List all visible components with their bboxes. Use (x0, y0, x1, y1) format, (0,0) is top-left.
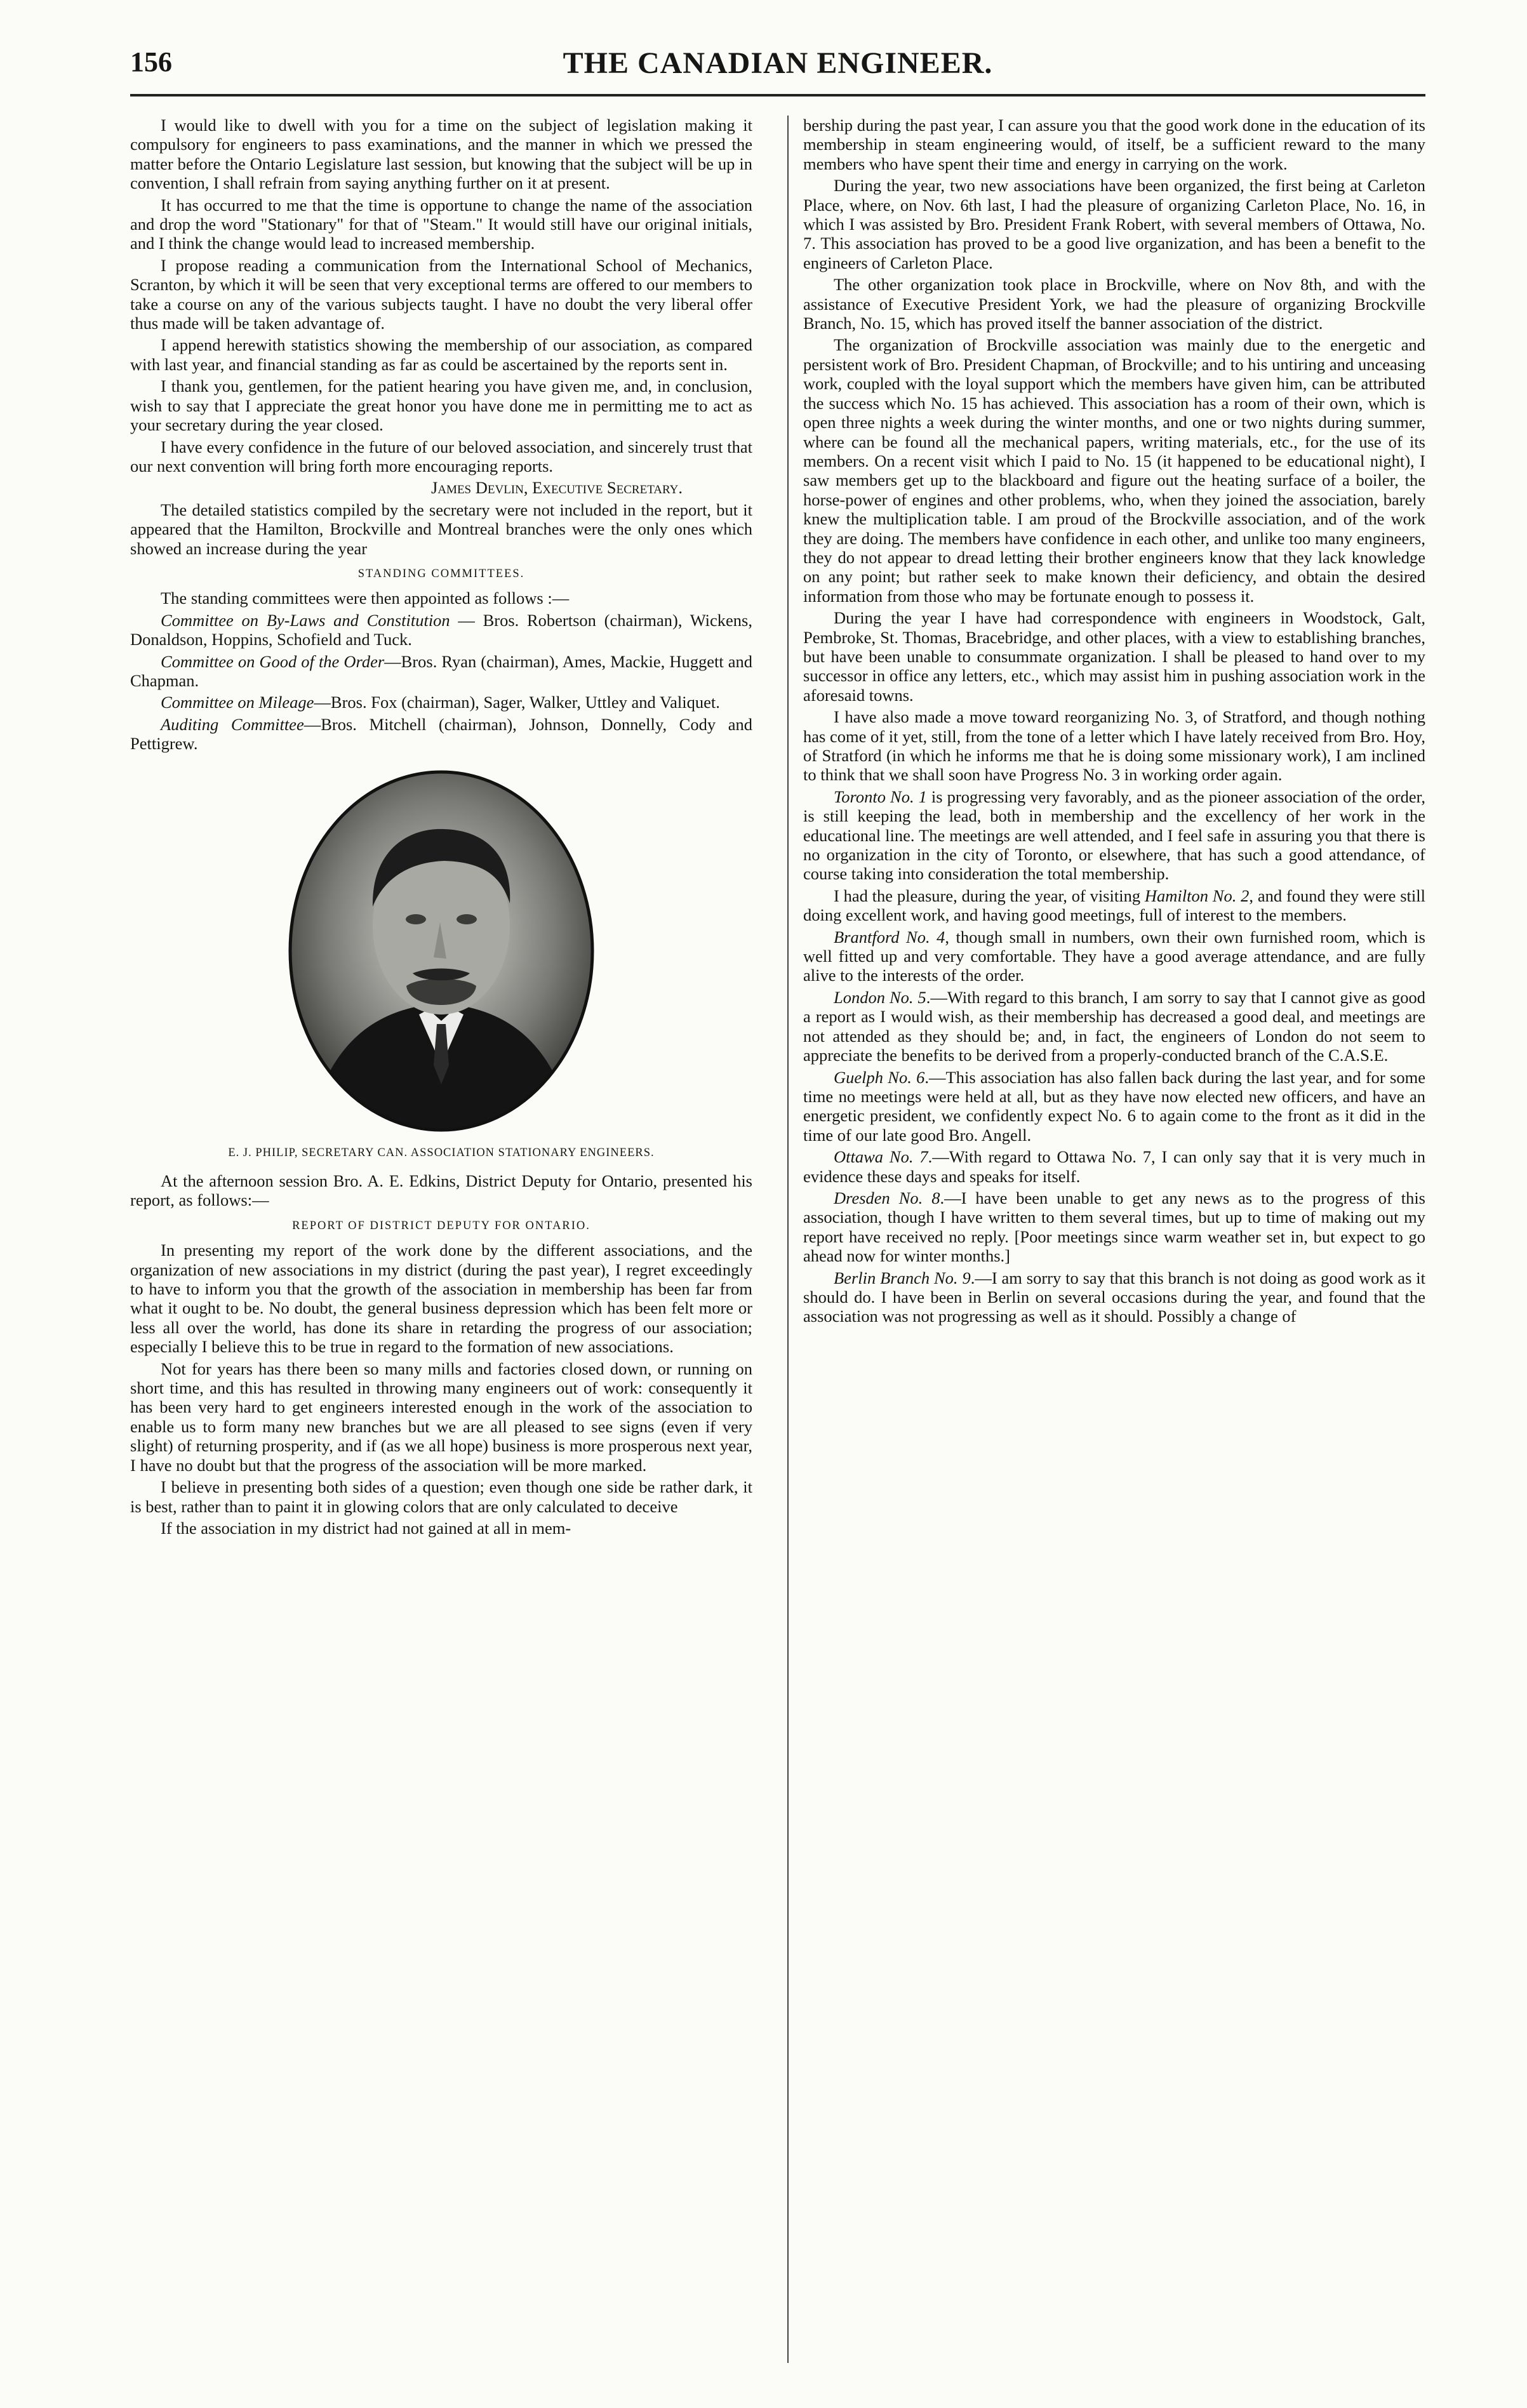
branch-name: Brantford No. 4 (834, 927, 945, 947)
paragraph: bership during the past year, I can assure you that the good work done in the education of its membership in steam engineering would, of itself, be a sufficient reward to the many members who have spent their time and energy in carrying on the work. (803, 116, 1425, 173)
header-rule (130, 94, 1425, 96)
branch-text: .—I have been unable to get any news as to the progress of this association, though I have written to them several times, but up to time of making out my report have received no reply. [Poor meetings since warm weather set in, but expect to go ahead now for winter months.] (803, 1188, 1425, 1266)
branch-text: , and found they were still doing excellent work, and having good meetings, full of interest to the members. (803, 886, 1425, 925)
branch-text: , though small in numbers, own their own furnished room, which is well fitted up and very comfortable. They have a good average attendance, and are fully alive to the interests of the order. (803, 927, 1426, 985)
page-number: 156 (130, 46, 172, 77)
signature (130, 478, 752, 497)
paragraph: I believe in presenting both sides of a question; even though one side be rather dark, it is best, rather than to paint it in glowing colors that are only calculated to deceive (130, 1477, 752, 1516)
committee-name: Committee on By-Laws and Constitution (161, 610, 450, 630)
paragraph: I propose reading a communication from the International School of Mechanics, Scranton, by which it will be seen that very exceptional terms are offered to our members to take a course on any of the various subjects taught. I have no doubt the very liberal offer thus made will be taken advantage of. (130, 255, 752, 333)
branch-name: Ottawa No. 7 (834, 1147, 928, 1167)
signature-title: , Executive Secretary. (523, 478, 683, 498)
committee-name: Committee on Mileage (161, 693, 314, 712)
committee-members: —Bros. Fox (chairman), Sager, Walker, Uttley and Valiquet. (314, 693, 720, 712)
paragraph: During the year, two new associations have been organized, the first being at Carleton Place, where, on Nov. 6th last, I had the pleasure of organizing Carleton Place, No. 16, in which I was assisted by Bro. President Frank Robert, with several members of Ottawa, No. 7. This association has proved to be a good live organization, and has been a benefit to the engineers of Carleton Place. (803, 176, 1425, 272)
committee-members: —Bros. Mitchell (chairman), Johnson, Donnelly, Cody and Pettigrew. (130, 714, 752, 754)
branch-text: is progressing very favorably, and as the pioneer association of the order, is still keeping the lead, both in membership and the excellency of her work in the educational line. The meetings are well attended, and I feel safe in assuring you that there is no organization in the city of Toronto, or elsewhere, that has such a good attendance, of course taking into consideration the total membership. (803, 787, 1425, 884)
branch-pre: I had the pleasure, during the year, of visiting (834, 886, 1145, 905)
paragraph: I have also made a move toward reorganizing No. 3, of Stratford, and though nothing has come of it yet, still, from the tone of a letter which I have lately received from Bro. Hoy, of Stratford (in which he informs me that he is doing some missionary work), I am inclined to think that we shall soon have Progress No. 3 in working order again. (803, 707, 1425, 785)
signature-name: James Devlin (431, 478, 524, 498)
paragraph: Not for years has there been so many mills and factories closed down, or running on short time, and this has resulted in throwing many engineers out of work: consequently it has been very hard to get engineers interested enough in the work of the association to enable us to form many new branches but we are all pleased to see signs (even if very slight) of returning prosperity, and if (as we all hope) business is more prosperous next year, I have no doubt but that the progress of the association will be more marked. (130, 1359, 752, 1475)
branch-name: Toronto No. 1 (834, 787, 927, 806)
paragraph: In presenting my report of the work done by the different associations, and the organization of new associations in my district (during the past year), I regret exceedingly to have to inform you that the growth of the association in membership has been far from what it ought to be. No doubt, the general business depression which has been felt more or less all over the world, has done its share in retarding the progress of our association; especially I believe this to be true in regard to the formation of new associations. (130, 1241, 752, 1357)
committee-name: Committee on Good of the Order (161, 651, 385, 671)
right-column (803, 116, 1425, 1329)
paragraph: I thank you, gentlemen, for the patient hearing you have given me, and, in conclusion, wish to say that I appreciate the great honor you have done me in permitting me to act as your secretary during the year closed. (130, 376, 752, 435)
paragraph: I have every confidence in the future of our beloved association, and sincerely trust that our next convention will bring forth more encouraging reports. (130, 437, 752, 476)
committee-item (130, 611, 752, 649)
journal-title: THE CANADIAN ENGINEER. (563, 46, 993, 80)
committee-members: —Bros. Ryan (chairman), Ames, Mackie, Huggett and Chapman. (130, 651, 752, 690)
committee-name: Auditing Committee (161, 714, 304, 734)
paragraph: At the afternoon session Bro. A. E. Edkins, District Deputy for Ontario, presented his report, as follows:— (130, 1171, 752, 1210)
branch-name: Hamilton No. 2 (1144, 886, 1250, 905)
branch-text: .—With regard to Ottawa No. 7, I can only say that it is very much in evidence these days and speaks for itself. (803, 1147, 1425, 1186)
branch-paragraph (803, 1147, 1425, 1186)
paragraph: If the association in my district had not gained at all in mem- (161, 1518, 571, 1538)
paragraph: The organization of Brockville association was mainly due to the energetic and persistent work of Bro. President Chapman, of Brockville; and to his untiring and unceasing work, coupled with the loyal support which the members have given him, can be attributed the success which No. 15 has achieved. This association has a room of their own, which is open three nights a week during the winter months, and one or two nights during summer, where can be found all the mechanical papers, writing materials, etc., for the use of its members. On a recent visit which I paid to No. 15 (it happened to be educational night), I saw members get up to the blackboard and figure out the heating surface of a boiler, the horse-power of engines and other problems, who, when they joined the association, barely knew the multiplication table. I am proud of the Brockville association, and of the work they are doing. The members have confidence in each other, and unlike too many engineers, they do not appear to dread letting their brother engineers know that they lack knowledge on any point; but rather seek to make known their deficiency, and obtain the desired information from those who may be fortunate enough to possess it. (803, 335, 1425, 606)
paragraph: During the year I have had correspondence with engineers in Woodstock, Galt, Pembroke, St. Thomas, Bracebridge, and other places, with a view to establishing branches, but have been unable to consummate organization. I shall be pleased to hand over to my successor in office any letters, etc., which may assist him in pushing association work in the aforesaid towns. (803, 608, 1425, 705)
portrait-caption: E. J. PHILIP, SECRETARY CAN. ASSOCIATION STATIONARY ENGINEERS. (228, 1146, 655, 1159)
portrait-image (283, 767, 600, 1135)
branch-paragraph (803, 1068, 1425, 1145)
branch-text: .—This association has also fallen back during the last year, and for some time no meetings were held at all, but as they have now elected new officers, and have an energetic president, we confidently expect No. 6 to again come to the front as it did in the time of our late good Bro. Angell. (803, 1067, 1425, 1145)
paragraph: I append herewith statistics showing the membership of our association, as compared with last year, and financial standing as far as could be ascertained by the reports sent in. (130, 335, 752, 374)
branch-name: Guelph No. 6 (834, 1067, 925, 1087)
paragraph: The other organization took place in Brockville, where on Nov 8th, and with the assistance of Executive President York, we had the pleasure of organizing Brockville Branch, No. 15, which has proved itself the banner association of the district. (803, 275, 1425, 333)
branch-name: Berlin Branch No. 9 (834, 1268, 971, 1287)
section-heading: STANDING COMMITTEES. (357, 567, 525, 580)
branch-paragraph (803, 928, 1425, 985)
paragraph: It has occurred to me that the time is opportune to change the name of the association and drop the word "Stationary" for that of "Steam." It would still have our original initials, and I think the change would lead to increased membership. (130, 195, 752, 253)
left-column (130, 116, 752, 1540)
committee-members: — Bros. Robertson (chairman), Wickens, Donaldson, Hoppins, Schofield and Tuck. (130, 610, 752, 649)
branch-paragraph (803, 1268, 1425, 1326)
branch-paragraph (803, 1188, 1425, 1266)
portrait-figure (130, 764, 752, 1138)
branch-paragraph (803, 886, 1425, 925)
committee-item (130, 715, 752, 754)
section-heading: REPORT OF DISTRICT DEPUTY FOR ONTARIO. (292, 1219, 590, 1232)
branch-name: London No. 5 (834, 987, 926, 1007)
paragraph: The standing committees were then appointed as follows :— (161, 589, 570, 608)
branch-text: .—I am sorry to say that this branch is not doing as good work as it should do. I have been in Berlin on several occasions during the year, and found that the association was not progressing as well as it should. Possibly a change of (803, 1268, 1425, 1326)
committee-item (130, 693, 752, 712)
branch-paragraph (803, 988, 1425, 1065)
branch-text: .—With regard to this branch, I am sorry to say that I cannot give as good a report as I would wish, as their membership has decreased a good deal, and meetings are not attended as they should be; and, in fact, the engineers of London do not seem to appreciate the benefits to be derived from a properly-conducted branch of the C.A.S.E. (803, 987, 1425, 1065)
branch-paragraph (803, 787, 1425, 884)
paragraph: The detailed statistics compiled by the secretary were not included in the report, but it appeared that the Hamilton, Brockville and Montreal branches were the only ones which showed an increase during the year (130, 500, 752, 558)
paragraph: I would like to dwell with you for a time on the subject of legislation making it compulsory for engineers to pass examinations, and the manner in which we pressed the matter before the Ontario Legislature last session, but knowing that the subject will be up in convention, I shall refrain from saying anything further on it at present. (130, 116, 752, 193)
page-header (130, 46, 1425, 89)
committee-item (130, 652, 752, 691)
column-divider (787, 116, 789, 2363)
branch-name: Dresden No. 8 (834, 1188, 940, 1207)
